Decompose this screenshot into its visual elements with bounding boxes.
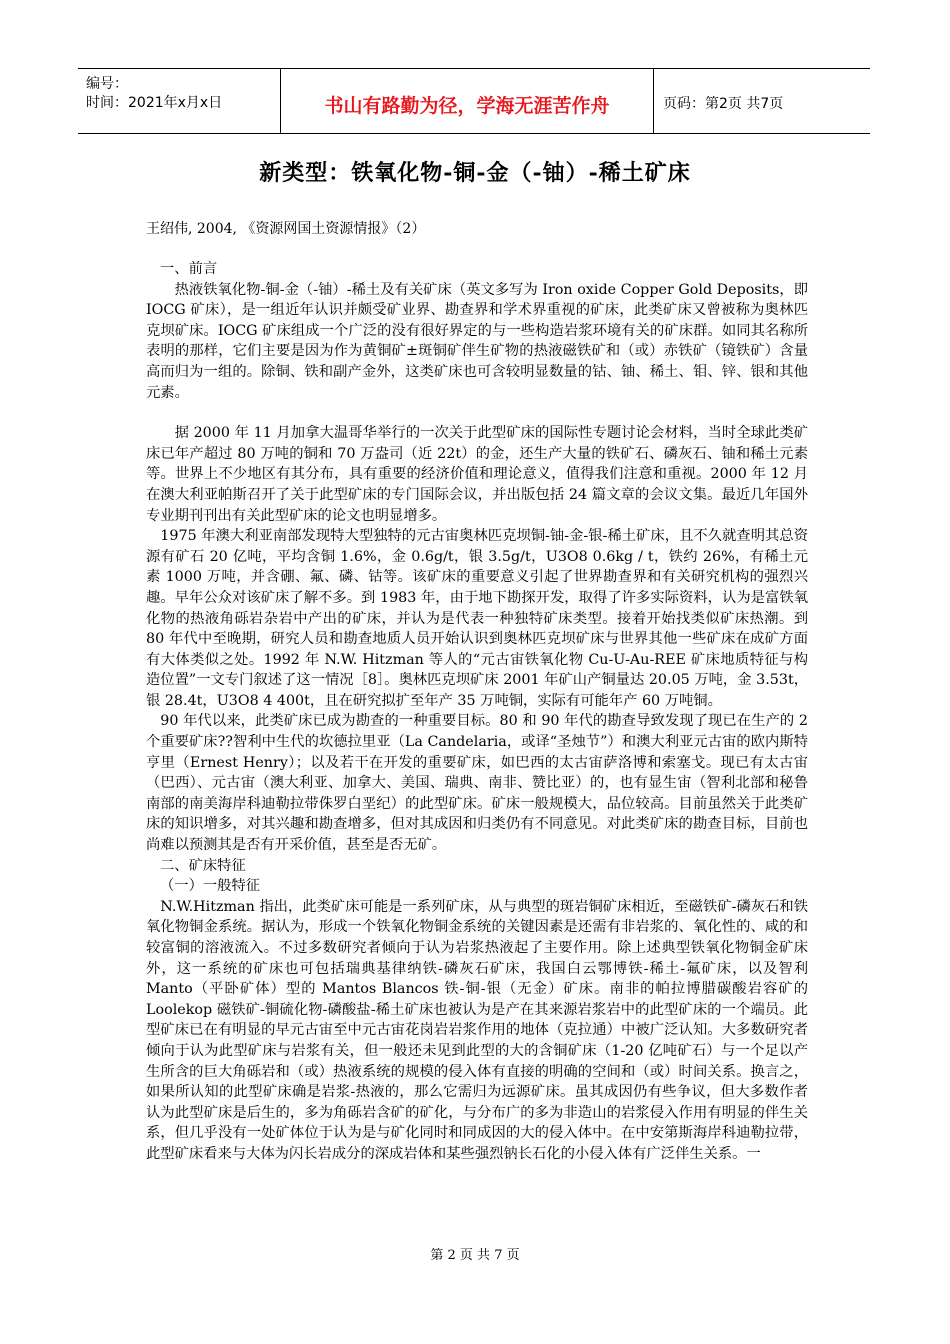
paragraph-4: 90 年代以来，此类矿床已成为勘查的一种重要目标。80 和 90 年代的勘查导致发现了现已在生产的 2 个重要矿床??智利中生代的坎德拉里亚（La Candelaria，或译“圣烛节”）和澳大利亚元古宙的欧内斯特亨里（Ernest Henry）；以及若干在开发的重要矿床，如巴西的太古宙萨洛博和索塞戈。现已有太古宙（巴西）、元古宙（澳大利亚、加拿大、美国、瑞典、南非、赞比亚）的，也有显生宙（智利北部和秘鲁南部的南美海岸科迪勒拉带侏罗白垩纪）的此型矿床。矿床一般规模大，品位较高。目前虽然关于此类矿床的知识增多，对其兴趣和勘查增多，但对其成因和归类仍有不同意见。对此类矿床的勘查目标，目前也尚难以预测其是否有开采价值，甚至是否无矿。	[146, 713, 808, 854]
document-title: 新类型：铁氧化物-铜-金（-铀）-稀土矿床	[259, 160, 691, 186]
page-header	[78, 68, 870, 134]
header-motto-cell	[280, 69, 654, 133]
page-footer	[0, 1244, 950, 1263]
doc-date-label: 时间：2021年x月x日	[86, 95, 223, 111]
section-heading-features: 二、矿床特征	[160, 857, 246, 874]
header-page-info: 页码：第2页 共7页	[663, 96, 784, 112]
paragraph-5: N.W.Hitzman 指出，此类矿床可能是一系列矿床，从与典型的斑岩铜矿床相近，至磁铁矿-磷灰石和铁氧化物铜金系统。据认为，形成一个铁氧化物铜金系统的关键因素是还需有非岩浆的、氧化性的、咸的和较富铜的溶液流入。不过多数研究者倾向于认为岩浆热液起了主要作用。除上述典型铁氧化物铜金矿床外，这一系统的矿床也可包括瑞典基律纳铁-磷灰石矿床，我国白云鄂博铁-稀土-氟矿床，以及智利 Manto（平卧矿体）型的 Mantos Blancos 铁-铜-银（无金）矿床。南非的帕拉博腊碳酸岩容矿的 Loolekop 磁铁矿-铜硫化物-磷酸盐-稀土矿床也被认为是产在其来源岩浆岩中的此型矿床的一个端员。此型矿床已在有明显的早元古宙至中元古宙花岗岩岩浆作用的地体（克拉通）中被广泛认知。大多数研究者倾向于认为此型矿床与岩浆有关，但一般还未见到此型的大的含铜矿床（1-20 亿吨矿石）与一个足以产生所含的巨大角砾岩和（或）热液系统的规模的侵入体有直接的明确的空间和（或）时间关系。换言之，如果所认知的此型矿床确是岩浆-热液的，那么它需归为远源矿床。虽其成因仍有些争议，但大多数作者认为此型矿床是后生的，多为角砾岩含矿的矿化，与分布广的多为非造山的岩浆侵入作用有明显的伴生关系，但几乎没有一处矿体位于认为是与矿化同时和同成因的大的侵入体中。在中安第斯海岸科迪勒拉带，此型矿床看来与大体为闪长岩成分的深成岩体和某些强烈钠长石化的小侵入体有广泛伴生关系。一	[146, 898, 808, 1162]
header-left-cell	[78, 69, 280, 133]
paragraph-1: 热液铁氧化物-铜-金（-铀）-稀土及有关矿床（英文多写为 Iron oxide Copper Gold Deposits，即 IOCG 矿床），是一组近年认识并颇受矿业界、勘查界和学术界重视的矿床，此类矿床又曾被称为奥林匹克坝矿床。IOCG 矿床组成一个广泛的没有很好界定的与一些构造岩浆环境有关的矿床群。如同其名称所表明的那样，它们主要是因为作为黄铜矿±斑铜矿伴生矿物的热液磁铁矿和（或）赤铁矿（镜铁矿）含量高而归为一组的。除铜、铁和副产金外，这类矿床也可含较明显数量的钴、铀、稀土、钼、锌、银和其他元素。	[146, 281, 808, 401]
paragraph-2: 据 2000 年 11 月加拿大温哥华举行的一次关于此型矿床的国际性专题讨论会材料，当时全球此类矿床已年产超过 80 万吨的铜和 70 万盎司（近 22t）的金，还生产大量的铁矿石、磷灰石、铀和稀土元素等。世界上不少地区有其分布，具有重要的经济价值和理论意义，值得我们注意和重视。2000 年 12 月在澳大利亚帕斯召开了关于此型矿床的专门国际会议，并出版包括 24 篇文章的会议文集。最近几年国外专业期刊刊出有关此型矿床的论文也明显增多。	[146, 425, 808, 524]
header-motto: 书山有路勤为径，学海无涯苦作舟	[324, 95, 610, 117]
doc-number-label: 编号：	[86, 76, 128, 92]
subsection-heading-general: （一）一般特征	[160, 878, 261, 895]
document-source: 王绍伟, 2004, 《资源网国土资源情报》（2）	[146, 221, 426, 237]
paragraph-3: 1975 年澳大利亚南部发现特大型独特的元古宙奥林匹克坝铜-铀-金-银-稀土矿床，且不久就查明其总资源有矿石 20 亿吨，平均含铜 1.6%，金 0.6g/t，银 3.5g/t，U3O8 0.6kg / t，铁约 26%，有稀土元素 1000 万吨，并含硼、氟、磷、钴等。该矿床的重要意义引起了世界勘查界和有关研究机构的强烈兴趣。早年公众对该矿床了解不多。到 1983 年，由于地下勘探开发，取得了许多实际资料，认为是富铁氧化物的热液角砾岩杂岩中产出的矿床，并认为是代表一种独特矿床类型。接着开始找类似矿床热潮。到 80 年代中至晚期，研究人员和勘查地质人员开始认识到奥林匹克坝矿床与世界其他一些矿床在成矿方面有大体类似之处。1992 年 N.W. Hitzman 等人的“元古宙铁氧化物 Cu-U-Au-REE 矿床地质特征与构造位置”一文专门叙述了这一情况［8］。奥林匹克坝矿床 2001 年矿山产铜量达 20.05 万吨，金 3.53t，银 28.4t，U3O8 4 400t，且在研究拟扩至年产 35 万吨铜，实际有可能年产 60 万吨铜。	[146, 528, 808, 709]
section-heading-intro: 一、前言	[160, 261, 218, 277]
header-right-cell	[653, 69, 870, 133]
document-body	[146, 259, 808, 1165]
footer-page-number: 第 2 页 共 7 页	[430, 1248, 520, 1263]
